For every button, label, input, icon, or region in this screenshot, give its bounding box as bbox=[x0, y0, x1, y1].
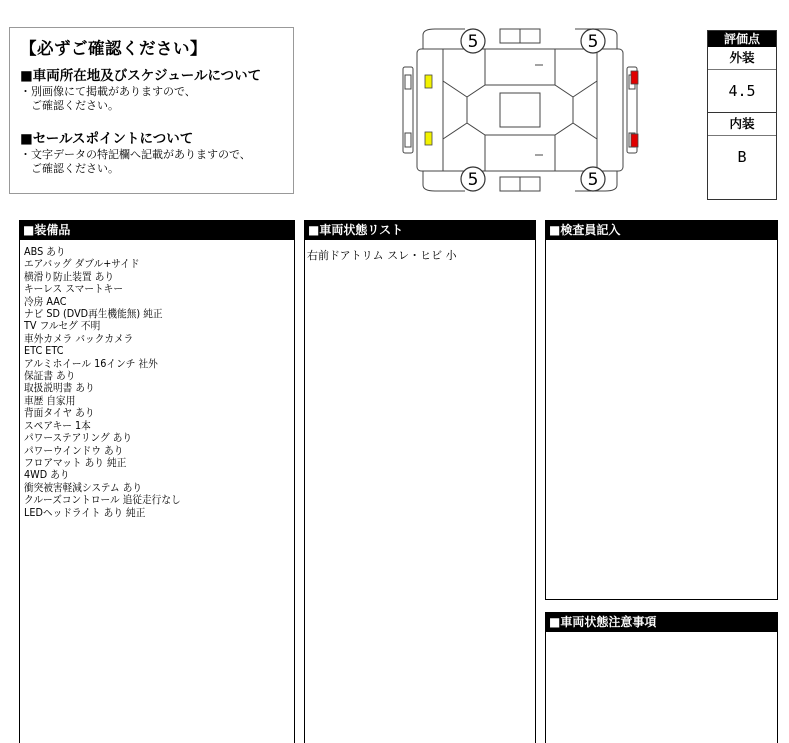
equipment-item: 車外カメラ バックカメラ bbox=[24, 332, 134, 345]
car-side-bottom bbox=[423, 171, 465, 191]
equipment-item: エアバッグ ダブル+サイド bbox=[24, 258, 140, 271]
condition-list-header: ■車両状態リスト bbox=[305, 221, 535, 240]
condition-list-panel bbox=[304, 220, 536, 743]
notice-section1-line2: ご確認ください。 bbox=[20, 99, 119, 112]
equipment-item: 横滑り防止装置 あり bbox=[24, 270, 115, 283]
equipment-item: 背面タイヤ あり bbox=[24, 407, 95, 420]
equipment-item: キーレス スマートキー bbox=[24, 283, 124, 296]
tire-rear-right-value: 5 bbox=[587, 170, 599, 190]
score-box bbox=[707, 30, 777, 200]
equipment-header: ■装備品 bbox=[20, 221, 294, 240]
equipment-panel bbox=[19, 220, 295, 743]
notice-section1-heading: ■車両所在地及びスケジュールについて bbox=[20, 68, 262, 84]
equipment-item: TV フルセグ 不明 bbox=[24, 320, 101, 333]
interior-label: 内装 bbox=[708, 113, 776, 136]
equipment-item: LEDヘッドライト あり 純正 bbox=[24, 506, 146, 519]
equipment-item: ABS あり bbox=[24, 246, 66, 258]
tire-rear-left-value: 5 bbox=[587, 32, 599, 52]
equipment-item: フロアマット あり 純正 bbox=[24, 456, 127, 469]
tire-front-left-value: 5 bbox=[467, 32, 479, 52]
notice-section2-line2: ご確認ください。 bbox=[20, 162, 119, 175]
equipment-item: 衝突被害軽減システム あり bbox=[24, 481, 143, 494]
equipment-item: 取扱説明書 あり bbox=[24, 382, 95, 395]
inspector-panel bbox=[545, 220, 778, 600]
notice-title: 【必ずご確認ください】 bbox=[20, 39, 207, 58]
condition-list-text: 右前ドアトリム スレ・ヒビ 小 bbox=[307, 249, 457, 262]
car-side-top bbox=[423, 29, 465, 49]
equipment-item: アルミホイール 16インチ 社外 bbox=[24, 357, 158, 370]
equipment-item: スペアキー 1本 bbox=[24, 419, 91, 432]
car-outline bbox=[417, 49, 623, 171]
equipment-item: 車歴 自家用 bbox=[24, 394, 76, 407]
equipment-item: パワーステアリング あり bbox=[24, 432, 133, 445]
notice-box bbox=[9, 27, 294, 194]
exterior-score: 4.5 bbox=[708, 70, 776, 113]
equipment-item: ナビ SD (DVD再生機能無) 純正 bbox=[24, 308, 163, 321]
rear-light-marker bbox=[631, 71, 638, 84]
tire-front-right-value: 5 bbox=[467, 170, 479, 190]
equipment-item: クルーズコントロール 追従走行なし bbox=[24, 494, 181, 507]
front-light-marker bbox=[425, 75, 432, 88]
condition-notes-panel bbox=[545, 612, 778, 743]
equipment-item: 冷房 AAC bbox=[24, 295, 67, 308]
front-light-marker bbox=[425, 132, 432, 145]
notice-section2-heading: ■セールスポイントについて bbox=[20, 131, 194, 147]
equipment-item: パワーウインドウ あり bbox=[24, 444, 124, 457]
car-diagram bbox=[395, 25, 645, 195]
equipment-list bbox=[24, 246, 294, 519]
notice-section1-line1: ・別画像にて掲載がありますので、 bbox=[20, 85, 196, 98]
interior-score: B bbox=[737, 148, 747, 166]
equipment-item: ETC ETC bbox=[24, 345, 64, 358]
equipment-item: 保証書 あり bbox=[24, 370, 76, 383]
exterior-label: 外装 bbox=[708, 47, 776, 70]
equipment-item: 4WD あり bbox=[24, 469, 70, 482]
notice-section2-line1: ・文字データの特記欄へ記載がありますので、 bbox=[20, 148, 251, 161]
condition-notes-header: ■車両状態注意事項 bbox=[546, 613, 777, 632]
score-header: 評価点 bbox=[708, 31, 776, 47]
rear-light-marker bbox=[631, 134, 638, 147]
inspector-header: ■検査員記入 bbox=[546, 221, 777, 240]
